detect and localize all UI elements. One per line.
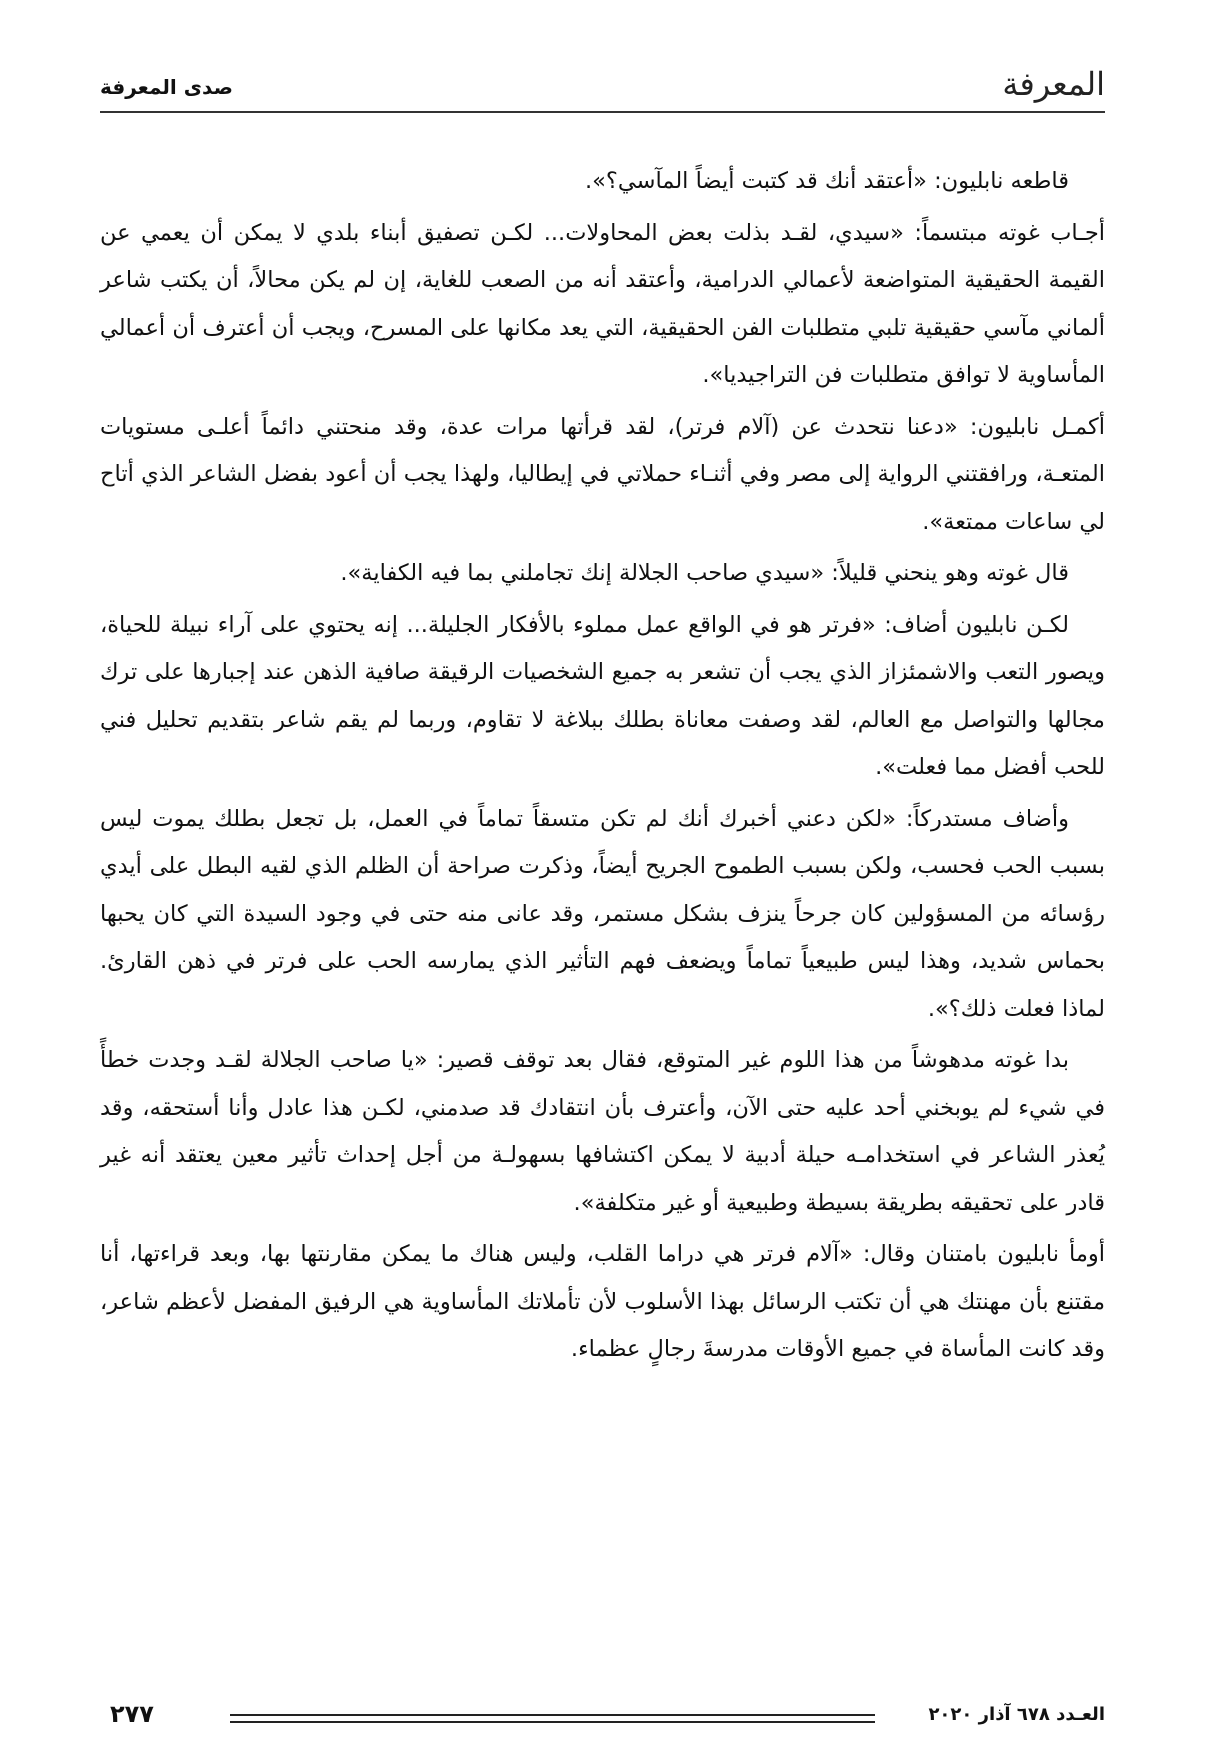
section-title: صدى المعرفة: [100, 75, 233, 99]
footer-divider: [230, 1714, 875, 1723]
magazine-logo: المعرفة: [1002, 65, 1105, 103]
paragraph: أكمـل نابليون: «دعنا نتحدث عن (آلام فرتر)، لقد قرأتها مرات عدة، وقد منحتني دائماً أعلـى مستويات المتعـة، ورافقتني الرواية إلى مصر وفي أثنـاء حملاتي في إيطاليا، ولهذا يجب أن أعود بفضل الشاعر الذي أتاح لي ساعات ممتعة».: [100, 413, 1105, 535]
page-header: [100, 55, 1105, 113]
paragraph: لكـن نابليون أضاف: «فرتر هو في الواقع عمل مملوء بالأفكار الجليلة... إنه يحتوي على آراء نبيلة للحياة، ويصور التعب والاشمئزاز الذي يجب أن تشعر به جميع الشخصيات الرقيقة صافية الذهن عند إجبارها على ترك مجالها والتواصل مع العالم، لقد وصفت معاناة بطلك ببلاغة لا تقاوم، وربما لم يقم شاعر بتقديم تحليل فني للحب أفضل مما فعلت».: [100, 611, 1105, 780]
article-body: [100, 158, 1105, 1378]
paragraph: قاطعه نابليون: «أعتقد أنك قد كتبت أيضاً المآسي؟».: [584, 168, 1069, 194]
paragraph: أجـاب غوته مبتسماً: «سيدي، لقـد بذلت بعض المحاولات... لكـن تصفيق أبناء بلدي لا يمكن أن يعمي عن القيمة الحقيقية المتواضعة لأعمالي الدرامية، وأعتقد أنه من الصعب للغاية، إن لم يكن محالاً، أن يكتب شاعر ألماني مآسي حقيقية تلبي متطلبات الفن الحقيقية، التي يعد مكانها على المسرح، ويجب أن أعترف أن أعمالي المأساوية لا توافق متطلبات فن التراجيديا».: [100, 219, 1105, 388]
paragraph: أومأ نابليون بامتنان وقال: «آلام فرتر هي دراما القلب، وليس هناك ما يمكن مقارنتها بها، وبعد قراءتها، أنا مقتنع بأن مهنتك هي أن تكتب الرسائل بهذا الأسلوب لأن تأملاتك المأساوية هي الرفيق المفضل لأعظم شاعر، وقد كانت المأساة في جميع الأوقات مدرسةَ رجالٍ عظماء.: [100, 1241, 1105, 1362]
page-number: ٢٧٧: [110, 1700, 154, 1728]
paragraph: قال غوته وهو ينحني قليلاً: «سيدي صاحب الجلالة إنك تجاملني بما فيه الكفاية».: [340, 560, 1069, 586]
paragraph: بدا غوته مدهوشاً من هذا اللوم غير المتوقع، فقال بعد توقف قصير: «يا صاحب الجلالة لقـد وجدت خطأً في شيء لم يوبخني أحد عليه حتى الآن، وأعترف بأن انتقادك قد صدمني، لكـن هذا عادل وأنا أستحقه، وقد يُعذر الشاعر في استخدامـه حيلة أدبية لا يمكن اكتشافها بسهولـة من أجل إحداث تأثير معين يعتقد أنه غير قادر على تحقيقه بطريقة بسيطة وطبيعية أو غير متكلفة».: [100, 1047, 1105, 1216]
page-footer: [100, 1700, 1105, 1730]
issue-info: العـدد ٦٧٨ آذار ٢٠٢٠: [928, 1704, 1105, 1725]
paragraph: وأضاف مستدركاً: «لكن دعني أخبرك أنك لم تكن متسقاً تماماً في العمل، بل تجعل بطلك يموت ليس بسبب الحب فحسب، ولكن بسبب الطموح الجريح أيضاً، وذكرت صراحة أن الظلم الذي لقيه البطل على أيدي رؤسائه من المسؤولين كان جرحاً ينزف بشكل مستمر، وقد عانى منه حتى في وجود السيدة التي كان يحبها بحماس شديد، وهذا ليس طبيعياً تماماً ويضعف فهم التأثير الذي يمارسه الحب على فرتر في ذهن القارئ. لماذا فعلت ذلك؟».: [100, 805, 1105, 1022]
